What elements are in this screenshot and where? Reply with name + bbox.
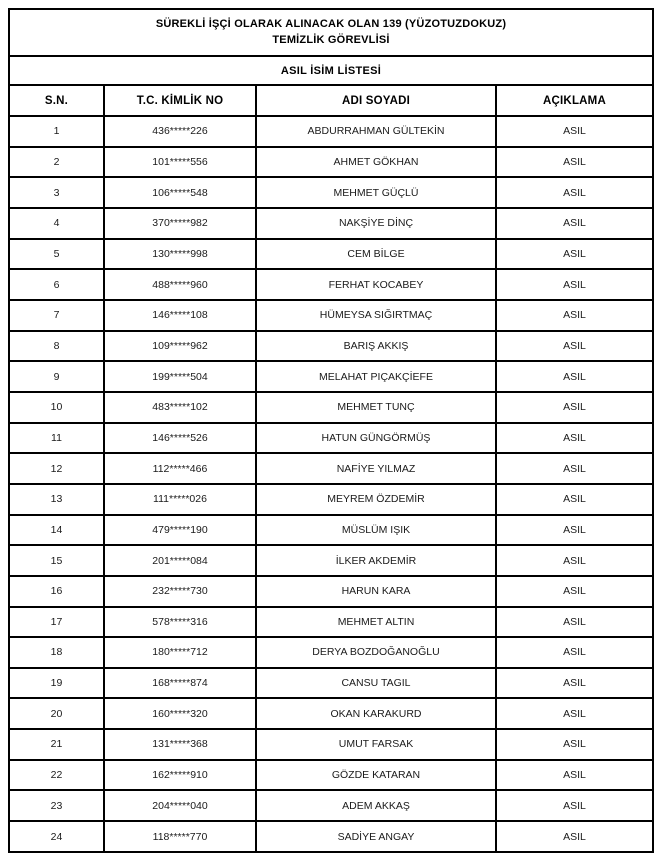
row-status: ASIL xyxy=(496,361,653,392)
row-tc-id-number: 106*****548 xyxy=(104,177,256,208)
row-status: ASIL xyxy=(496,208,653,239)
row-status: ASIL xyxy=(496,239,653,270)
column-header-name: ADI SOYADI xyxy=(256,85,496,116)
row-tc-id-number: 180*****712 xyxy=(104,637,256,668)
document-title-line1: SÜREKLİ İŞÇİ OLARAK ALINACAK OLAN 139 (YÜZOTUZDOKUZ) xyxy=(155,17,507,30)
row-tc-id-number: 201*****084 xyxy=(104,545,256,576)
row-status: ASIL xyxy=(496,300,653,331)
table-row xyxy=(9,300,653,331)
row-status: ASIL xyxy=(496,729,653,760)
row-status: ASIL xyxy=(496,423,653,454)
row-serial-number: 5 xyxy=(9,239,104,270)
row-full-name: MEHMET GÜÇLÜ xyxy=(256,177,496,208)
table-row xyxy=(9,668,653,699)
row-full-name: BARIŞ AKKIŞ xyxy=(256,331,496,362)
document-subtitle: ASIL İSİM LİSTESİ xyxy=(9,56,653,85)
table-row xyxy=(9,698,653,729)
subtitle-row xyxy=(9,56,653,85)
row-status: ASIL xyxy=(496,331,653,362)
row-status: ASIL xyxy=(496,116,653,147)
row-full-name: ABDURRAHMAN GÜLTEKİN xyxy=(256,116,496,147)
row-serial-number: 18 xyxy=(9,637,104,668)
row-serial-number: 8 xyxy=(9,331,104,362)
row-tc-id-number: 204*****040 xyxy=(104,790,256,821)
row-serial-number: 6 xyxy=(9,269,104,300)
table-row xyxy=(9,760,653,791)
title-row xyxy=(9,9,653,56)
row-serial-number: 15 xyxy=(9,545,104,576)
row-serial-number: 1 xyxy=(9,116,104,147)
table-row xyxy=(9,545,653,576)
table-row xyxy=(9,239,653,270)
row-tc-id-number: 111*****026 xyxy=(104,484,256,515)
row-full-name: HARUN KARA xyxy=(256,576,496,607)
row-status: ASIL xyxy=(496,545,653,576)
row-full-name: MEHMET TUNÇ xyxy=(256,392,496,423)
document-title-line2: TEMİZLİK GÖREVLİSİ xyxy=(272,33,390,46)
row-tc-id-number: 488*****960 xyxy=(104,269,256,300)
row-full-name: NAKŞİYE DİNÇ xyxy=(256,208,496,239)
row-tc-id-number: 146*****526 xyxy=(104,423,256,454)
row-status: ASIL xyxy=(496,790,653,821)
row-tc-id-number: 232*****730 xyxy=(104,576,256,607)
row-serial-number: 11 xyxy=(9,423,104,454)
row-tc-id-number: 101*****556 xyxy=(104,147,256,178)
table-row xyxy=(9,361,653,392)
table-row xyxy=(9,208,653,239)
row-serial-number: 9 xyxy=(9,361,104,392)
row-status: ASIL xyxy=(496,760,653,791)
row-full-name: MELAHAT PIÇAKÇİEFE xyxy=(256,361,496,392)
table-row xyxy=(9,576,653,607)
table-row xyxy=(9,729,653,760)
row-full-name: ADEM AKKAŞ xyxy=(256,790,496,821)
row-full-name: FERHAT KOCABEY xyxy=(256,269,496,300)
row-tc-id-number: 479*****190 xyxy=(104,515,256,546)
row-status: ASIL xyxy=(496,147,653,178)
row-serial-number: 21 xyxy=(9,729,104,760)
table-row xyxy=(9,177,653,208)
row-status: ASIL xyxy=(496,515,653,546)
table-row xyxy=(9,331,653,362)
row-serial-number: 10 xyxy=(9,392,104,423)
row-status: ASIL xyxy=(496,576,653,607)
name-list-table xyxy=(8,8,654,853)
table-row xyxy=(9,423,653,454)
table-row xyxy=(9,269,653,300)
row-full-name: İLKER AKDEMİR xyxy=(256,545,496,576)
column-header-row xyxy=(9,85,653,116)
row-serial-number: 17 xyxy=(9,607,104,638)
name-list-body xyxy=(9,116,653,852)
row-status: ASIL xyxy=(496,637,653,668)
table-row xyxy=(9,515,653,546)
table-row xyxy=(9,147,653,178)
table-row xyxy=(9,392,653,423)
row-tc-id-number: 483*****102 xyxy=(104,392,256,423)
row-serial-number: 22 xyxy=(9,760,104,791)
row-full-name: DERYA BOZDOĞANOĞLU xyxy=(256,637,496,668)
row-status: ASIL xyxy=(496,668,653,699)
row-full-name: UMUT FARSAK xyxy=(256,729,496,760)
row-serial-number: 19 xyxy=(9,668,104,699)
row-status: ASIL xyxy=(496,269,653,300)
row-serial-number: 4 xyxy=(9,208,104,239)
table-row xyxy=(9,116,653,147)
table-row xyxy=(9,790,653,821)
row-status: ASIL xyxy=(496,698,653,729)
row-full-name: MEYREM ÖZDEMİR xyxy=(256,484,496,515)
row-tc-id-number: 436*****226 xyxy=(104,116,256,147)
row-status: ASIL xyxy=(496,821,653,852)
row-tc-id-number: 130*****998 xyxy=(104,239,256,270)
table-row xyxy=(9,637,653,668)
row-tc-id-number: 168*****874 xyxy=(104,668,256,699)
row-status: ASIL xyxy=(496,177,653,208)
row-tc-id-number: 109*****962 xyxy=(104,331,256,362)
row-full-name: GÖZDE KATARAN xyxy=(256,760,496,791)
row-serial-number: 7 xyxy=(9,300,104,331)
row-full-name: CEM BİLGE xyxy=(256,239,496,270)
table-row xyxy=(9,821,653,852)
row-tc-id-number: 112*****466 xyxy=(104,453,256,484)
row-status: ASIL xyxy=(496,392,653,423)
row-full-name: MEHMET ALTIN xyxy=(256,607,496,638)
row-full-name: HATUN GÜNGÖRMÜŞ xyxy=(256,423,496,454)
table-row xyxy=(9,484,653,515)
row-serial-number: 13 xyxy=(9,484,104,515)
row-full-name: HÜMEYSA SIĞIRTMAÇ xyxy=(256,300,496,331)
row-full-name: AHMET GÖKHAN xyxy=(256,147,496,178)
table-row xyxy=(9,453,653,484)
row-full-name: SADİYE ANGAY xyxy=(256,821,496,852)
row-serial-number: 24 xyxy=(9,821,104,852)
row-full-name: NAFİYE YILMAZ xyxy=(256,453,496,484)
row-tc-id-number: 199*****504 xyxy=(104,361,256,392)
row-full-name: OKAN KARAKURD xyxy=(256,698,496,729)
row-serial-number: 16 xyxy=(9,576,104,607)
row-tc-id-number: 370*****982 xyxy=(104,208,256,239)
row-serial-number: 12 xyxy=(9,453,104,484)
table-row xyxy=(9,607,653,638)
row-status: ASIL xyxy=(496,607,653,638)
row-serial-number: 20 xyxy=(9,698,104,729)
document-title xyxy=(9,9,653,56)
row-serial-number: 3 xyxy=(9,177,104,208)
row-tc-id-number: 162*****910 xyxy=(104,760,256,791)
column-header-status: AÇIKLAMA xyxy=(496,85,653,116)
row-tc-id-number: 160*****320 xyxy=(104,698,256,729)
row-serial-number: 23 xyxy=(9,790,104,821)
row-full-name: CANSU TAGIL xyxy=(256,668,496,699)
row-tc-id-number: 578*****316 xyxy=(104,607,256,638)
row-serial-number: 2 xyxy=(9,147,104,178)
row-tc-id-number: 146*****108 xyxy=(104,300,256,331)
row-full-name: MÜSLÜM IŞIK xyxy=(256,515,496,546)
row-tc-id-number: 131*****368 xyxy=(104,729,256,760)
column-header-sn: S.N. xyxy=(9,85,104,116)
row-serial-number: 14 xyxy=(9,515,104,546)
row-status: ASIL xyxy=(496,453,653,484)
row-tc-id-number: 118*****770 xyxy=(104,821,256,852)
row-status: ASIL xyxy=(496,484,653,515)
column-header-tc-no: T.C. KİMLİK NO xyxy=(104,85,256,116)
